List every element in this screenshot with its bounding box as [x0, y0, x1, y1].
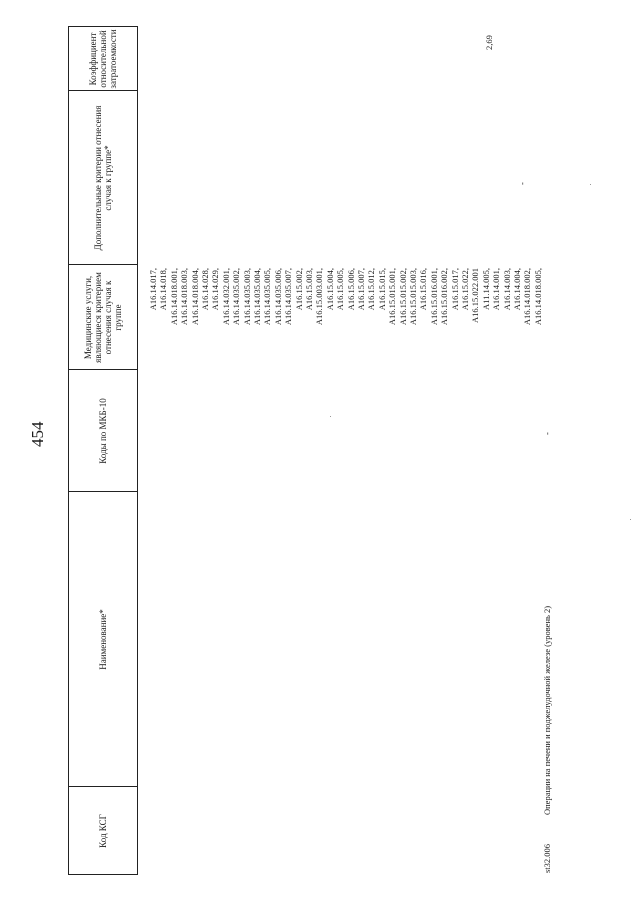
- service-code: A16.14.018.003,: [179, 268, 190, 326]
- service-code: A16.14.001,: [491, 268, 502, 311]
- service-code: A16.14.018.004,: [189, 268, 200, 326]
- scan-speck: [590, 184, 591, 185]
- service-code: A16.14.029,: [210, 268, 221, 311]
- header-services: Медицинские услуги, являющиеся критерием отнесения случая к группе: [83, 272, 123, 363]
- service-code: A16.14.032.001,: [220, 268, 231, 326]
- service-code: A16.14.035.007,: [283, 268, 294, 326]
- service-code: A16.14.035.003,: [241, 268, 252, 326]
- service-code: A16.15.003.001,: [314, 268, 325, 326]
- service-code: A16.15.015.003,: [408, 268, 418, 326]
- row-ksg-code: st32.006: [542, 843, 552, 873]
- service-code: A16.14.018.002,: [522, 268, 533, 326]
- service-code: A16.14.017,: [148, 268, 158, 311]
- service-code: A16.15.012,: [366, 268, 377, 311]
- service-code: A16.15.006,: [345, 268, 356, 311]
- service-code: A16.15.004,: [324, 268, 335, 311]
- service-code: A16.15.005,: [335, 268, 346, 311]
- service-code: A16.15.007,: [356, 268, 366, 311]
- service-code: A16.14.028,: [200, 268, 210, 311]
- service-code: A16.14.004,: [512, 268, 522, 311]
- service-code: A16.14.035.004,: [252, 268, 262, 326]
- table-header-border: [137, 26, 138, 875]
- service-code: A16.14.003,: [501, 268, 512, 311]
- service-code: A16.15.015.001,: [387, 268, 398, 326]
- row-extra: -: [517, 182, 527, 185]
- service-code: A16.14.018.005,: [532, 268, 543, 326]
- scan-speck: [330, 416, 331, 417]
- row-mkb: -: [542, 432, 552, 435]
- header-ksg-code: Код КСГ: [98, 814, 108, 848]
- service-code: A16.15.016.001,: [428, 268, 439, 326]
- header-mkb: Коды по МКБ-10: [98, 398, 108, 464]
- service-code: A16.15.016,: [418, 268, 429, 311]
- service-code: A16.15.022,: [460, 268, 470, 311]
- service-code: A16.15.015.002,: [397, 268, 408, 326]
- service-code: A16.15.022.001: [470, 268, 481, 324]
- table-top-border: [68, 26, 69, 875]
- service-code: A16.14.035.006,: [272, 268, 283, 326]
- service-code: A11.14.005,: [480, 268, 491, 310]
- service-code: A16.15.017,: [449, 268, 460, 311]
- service-code: A16.14.018.001,: [168, 268, 179, 326]
- service-code: A16.15.003,: [304, 268, 314, 311]
- ksg-table: [68, 26, 640, 875]
- row-coefficient: 2,69: [484, 35, 494, 50]
- service-code: A16.15.015,: [376, 268, 387, 311]
- service-code: A16.14.035.005,: [262, 268, 273, 326]
- row-name: Операции на печени и поджелудочной железе (уровень 2): [542, 605, 552, 815]
- header-name: Наименование*: [98, 609, 108, 670]
- header-extra: Дополнительные критерии отнесения случая к группе*: [93, 105, 113, 251]
- header-coefficient: Коэффициент относительной затратоемкости: [88, 29, 118, 89]
- service-code: A16.15.002,: [293, 268, 304, 311]
- service-code: A16.14.035.002,: [231, 268, 242, 326]
- service-code: A16.14.018,: [158, 268, 169, 311]
- page-number: 454: [28, 421, 47, 447]
- scan-speck: [630, 519, 631, 520]
- service-code: A16.15.016.002,: [439, 268, 450, 326]
